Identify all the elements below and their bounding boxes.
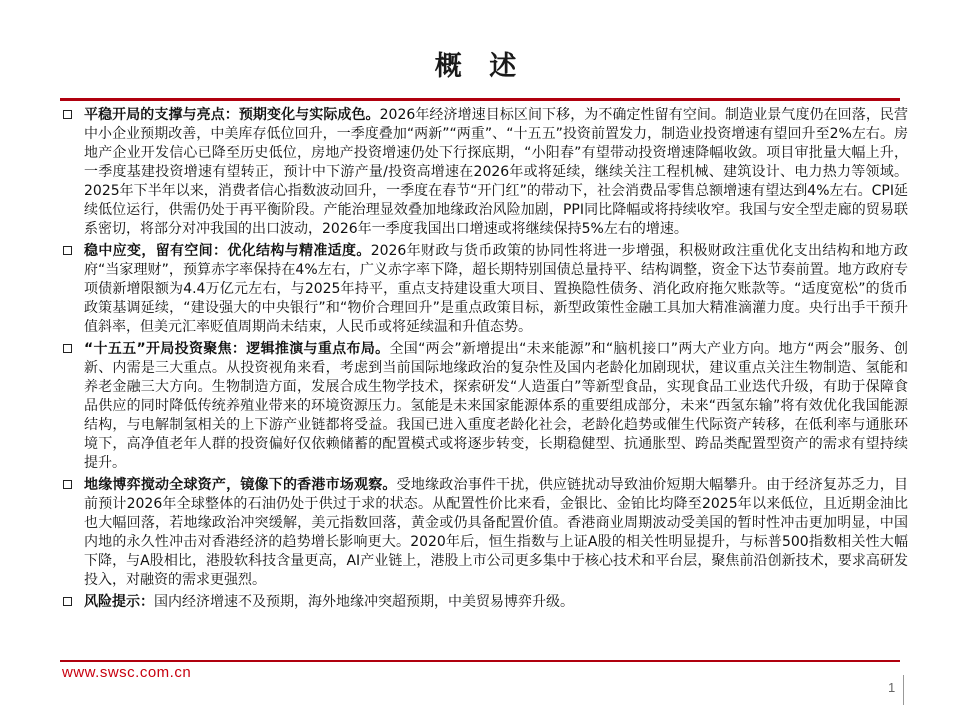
page-number-rule [903,675,904,705]
section-body: 2026年经济增速目标区间下移，为不确定性留有空间。制造业景气度仍在回落，民营中小企业预期改善，中美库存低位回升，一季度叠加“两新”“两重”、“十五五”投资前置发力，制造业投资增速有望回升至2%左右。房地产企业开发信心已降至历史低位，房地产投资增速仍处下行探底期，“小阳春”有望带动投资增速降幅收敛。项目审批量大幅上升，一季度基建投资增速有望转正，预计中下游产量/投资高增速在2026年或将延续，继续关注工程机械、建筑设计、电力热力等领域。2025年下半年以来，消费者信心指数波动回升，一季度在春节“开门红”的带动下，社会消费品零售总额增速有望达到4%左右。CPI延续低位运行，供需仍处于再平衡阶段。产能治理显效叠加地缘政治风险加剧，PPI同比降幅或将持续收窄。我国与安全型走廊的贸易联系密切，将部分对冲我国的出口波动，2026年一季度我国出口增速或将继续保持5%左右的增速。 [84,107,908,237]
page-number: 1 [888,680,896,695]
square-bullet-icon [63,344,72,353]
square-bullet-icon [63,246,72,255]
square-bullet-icon [63,480,72,489]
section-heading: 风险提示： [84,594,154,610]
section-body: 全国“两会”新增提出“未来能源”和“脑机接口”两大产业方向。地方“两会”服务、创新、内需是三大重点。从投资视角来看，考虑到当前国际地缘政治的复杂性及国内老龄化加剧现状，建议重点关注生物制造、氢能和养老金融三大方向。生物制造方面，发展合成生物学技术，探索研发“人造蛋白”等新型食品，实现食品工业迭代升级，有助于保障食品供应的同时降低传统养殖业带来的环境资源压力。氢能是未来国家能源体系的重要组成部分，未来“西氢东输”将有效优化我国能源结构，与电解制氢相关的上下游产业链都将受益。我国已进入重度老龄化社会，老龄化趋势或催生代际资产转移，在低利率与通胀环境下，高净值老年人群的投资偏好仅依赖储蓄的配置模式或将逐步转变，长期稳健型、抗通胀型、跨品类配置型资产的需求有望持续提升。 [84,341,908,471]
section-heading: 地缘博弈搅动全球资产，镜像下的香港市场观察。 [84,477,397,493]
summary-content [62,106,908,615]
section-body: 2026年财政与货币政策的协同性将进一步增强，积极财政注重优化支出结构和地方政府“当家理财”，预算赤字率保持在4%左右，广义赤字率下降，超长期特别国债总量持平、结构调整，资金下达节奏前置。地方政府专项债新增限额为4.4万亿元左右，与2025年持平，重点支持建设重大项目、置换隐性债务、消化政府拖欠账款等。“适度宽松”的货币政策基调延续，“建设强大的中央银行”和“物价合理回升”是重点政策目标，新型政策性金融工具加大精准滴灌力度。央行出手干预升值斜率，但美元汇率贬值周期尚未结束，人民币或将延续温和升值态势。 [84,243,908,335]
square-bullet-icon [63,597,72,606]
section-risk [62,593,908,612]
section-heading: 稳中应变，留有空间：优化结构与精准适度。 [84,243,371,259]
page-title: 概 述 [434,51,526,82]
section-outlook [62,106,908,239]
square-bullet-icon [63,110,72,119]
title-divider [60,98,900,101]
section-body: 国内经济增速不及预期，海外地缘冲突超预期，中美贸易博弈升级。 [154,594,574,610]
section-body: 受地缘政治事件干扰，供应链扰动导致油价短期大幅攀升。由于经济复苏乏力，目前预计2026年全球整体的石油仍处于供过于求的状态。从配置性价比来看，金银比、金铂比均降至2025年以来低位，且近期金油比也大幅回落，若地缘政治冲突缓解，美元指数回落，黄金或仍具备配置价值。香港商业周期波动受美国的暂时性冲击更加明显，中国内地的永久性冲击对香港经济的趋势增长影响更大。2020年后，恒生指数与上证A股的相关性明显提升，与标普500指数相关性大幅下降，与A股相比，港股软科技含量更高，AI产业链上，港股上市公司更多集中于核心技术和平台层，聚焦前沿创新技术，要求高研发投入，对融资的需求更强烈。 [84,477,909,588]
section-global-assets [62,476,908,590]
footer-divider [60,660,900,662]
section-heading: 平稳开局的支撑与亮点：预期变化与实际成色。 [84,107,380,123]
section-heading: “十五五”开局投资聚焦：逻辑推演与重点布局。 [84,341,390,357]
website-link[interactable]: www.swsc.com.cn [62,664,192,681]
section-investment [62,340,908,473]
section-policy [62,242,908,337]
